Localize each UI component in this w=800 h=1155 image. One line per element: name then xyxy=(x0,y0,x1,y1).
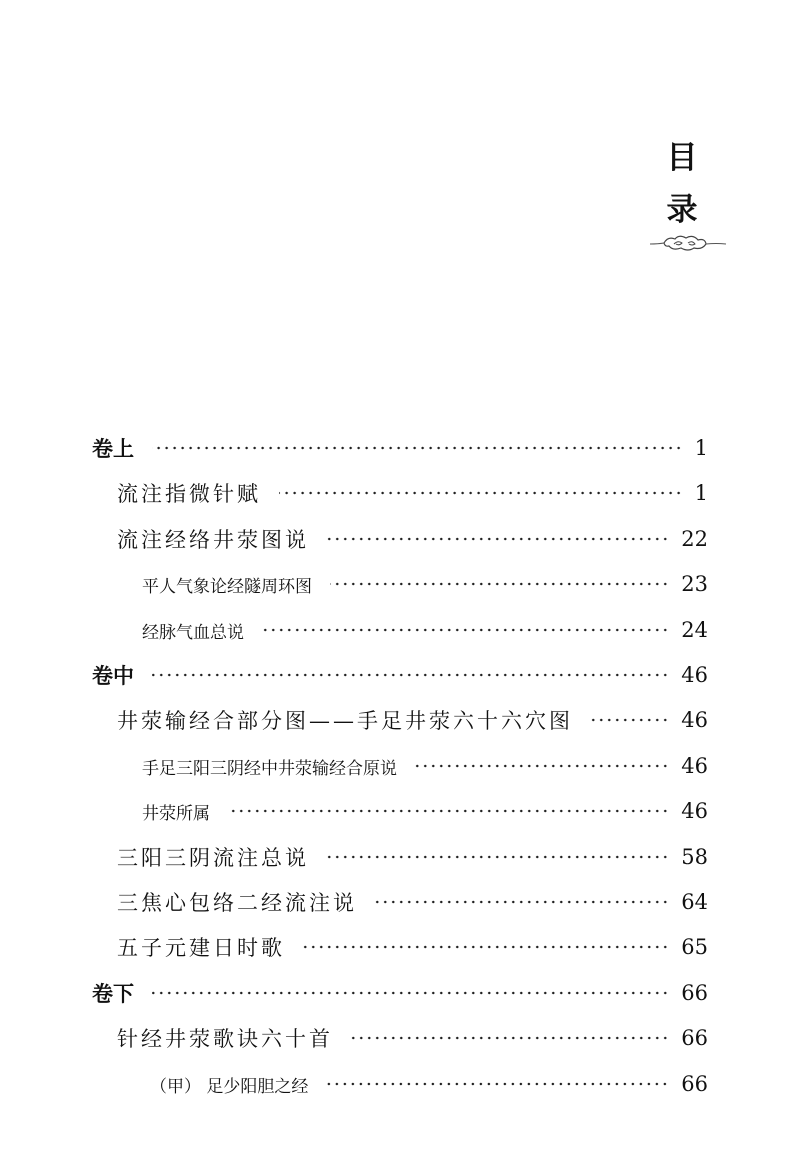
cloud-ornament-icon xyxy=(648,232,728,254)
toc-entry-page: 1 xyxy=(694,481,708,505)
toc-entry[interactable] xyxy=(150,1066,708,1102)
toc-entry-page: 46 xyxy=(681,663,708,687)
page-title xyxy=(662,132,702,236)
toc-entry[interactable] xyxy=(92,975,708,1011)
dot-leader xyxy=(326,1081,669,1087)
dot-leader xyxy=(152,445,683,451)
dot-leader xyxy=(327,536,669,542)
title-char-1: 目 xyxy=(666,140,698,176)
toc-entry[interactable] xyxy=(117,1020,708,1056)
toc-entry[interactable] xyxy=(117,702,708,738)
toc-entry-page: 66 xyxy=(681,1026,708,1050)
toc-entry-label: 流注经络井荥图说 xyxy=(117,528,309,552)
dot-leader xyxy=(375,899,669,905)
toc-entry-label: 五子元建日时歌 xyxy=(117,936,285,960)
dot-leader xyxy=(152,672,669,678)
dot-leader xyxy=(279,490,683,496)
toc-entry-page: 66 xyxy=(681,1072,708,1096)
toc-entry-label: 井荥输经合部分图——手足井荥六十六穴图 xyxy=(117,709,573,733)
dot-leader xyxy=(303,944,669,950)
toc-entry-page: 46 xyxy=(681,708,708,732)
toc-entry-page: 65 xyxy=(681,935,708,959)
toc-entry[interactable] xyxy=(142,748,708,784)
toc-entry[interactable] xyxy=(117,475,708,511)
toc-entry-label: 卷上 xyxy=(92,437,134,461)
dot-leader xyxy=(262,627,669,633)
toc-entry[interactable] xyxy=(142,793,708,829)
toc-entry-label: 平人气象论经隧周环图 xyxy=(142,576,312,597)
toc-entry-label: 针经井荥歌诀六十首 xyxy=(117,1027,333,1051)
toc-entry[interactable] xyxy=(142,612,708,648)
toc-entry-label: 三焦心包络二经流注说 xyxy=(117,891,357,915)
toc-entry-label: 经脉气血总说 xyxy=(142,622,244,643)
toc-entry-label: 三阳三阴流注总说 xyxy=(117,846,309,870)
dot-leader xyxy=(228,808,669,814)
toc-entry-page: 1 xyxy=(694,436,708,460)
dot-leader xyxy=(351,1035,669,1041)
title-char-2: 录 xyxy=(666,192,698,228)
toc-entry-label: 井荥所属 xyxy=(142,803,210,824)
toc-entry[interactable] xyxy=(142,566,708,602)
toc-entry-page: 22 xyxy=(681,527,708,551)
dot-leader xyxy=(330,581,669,587)
toc-entry[interactable] xyxy=(92,430,708,466)
toc-entry-page: 46 xyxy=(681,754,708,778)
toc-entry-page: 46 xyxy=(681,799,708,823)
dot-leader xyxy=(327,854,669,860)
dot-leader xyxy=(152,990,669,996)
toc-entry-page: 66 xyxy=(681,981,708,1005)
toc-entry[interactable] xyxy=(117,884,708,920)
dot-leader xyxy=(591,717,669,723)
dot-leader xyxy=(415,763,669,769)
toc-entry-page: 58 xyxy=(681,845,708,869)
toc-entry-page: 64 xyxy=(681,890,708,914)
toc-entry[interactable] xyxy=(117,521,708,557)
toc-entry-page: 24 xyxy=(681,618,708,642)
toc-entry-label: （甲） 足少阳胆之经 xyxy=(150,1076,309,1097)
toc-entry[interactable] xyxy=(117,929,708,965)
toc-entry-page: 23 xyxy=(681,572,708,596)
toc-entry-label: 卷下 xyxy=(92,982,134,1006)
toc-entry[interactable] xyxy=(92,657,708,693)
toc-entry-label: 流注指微针赋 xyxy=(117,482,261,506)
toc-entry-label: 手足三阳三阴经中井荥输经合原说 xyxy=(142,758,397,779)
toc-entry[interactable] xyxy=(117,839,708,875)
toc-entry-label: 卷中 xyxy=(92,664,134,688)
